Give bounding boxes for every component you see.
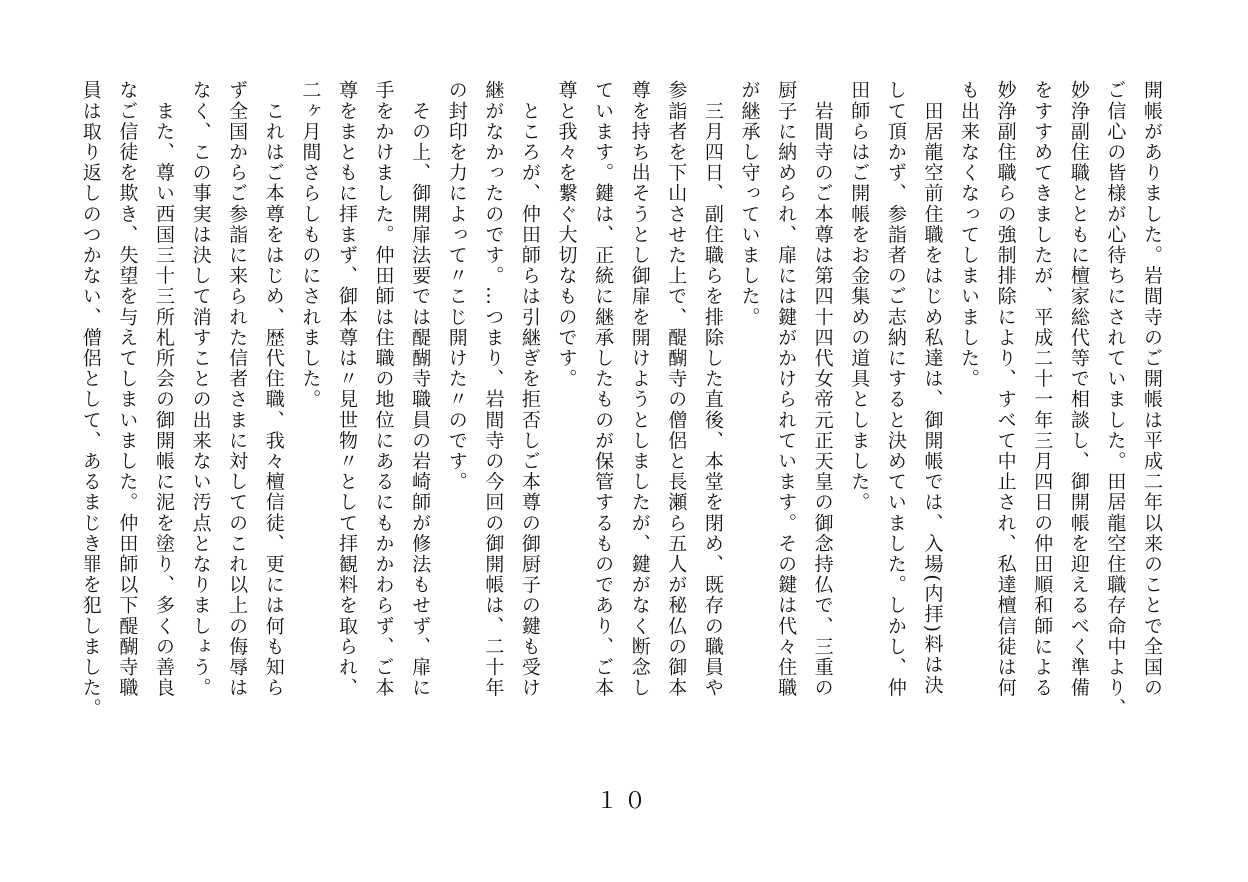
text-column: 開帳がありました。岩間寺のご開帳は平成二年以来のことで全国の bbox=[1141, 80, 1163, 698]
text-column: 尊をまともに拝まず、御本尊は〃見世物〃として拝観料を取られ、 bbox=[335, 80, 358, 698]
text-column: をすすめてきましたが、平成二十一年三月四日の仲田順和師による bbox=[1031, 80, 1054, 698]
text-column: 参詣者を下山させた上で、醍醐寺の僧侶と長瀬ら五人が秘仏の御本 bbox=[665, 80, 688, 698]
text-column: 厨子に納められ、扉には鍵がかけられています。その鍵は代々住職 bbox=[775, 80, 798, 698]
text-column: その上、御開扉法要では醍醐寺職員の岩崎師が修法もせず、扉に bbox=[409, 80, 432, 698]
text-column: ところが、仲田師らは引継ぎを拒否しご本尊の御厨子の鍵も受け bbox=[518, 80, 541, 698]
text-column: ず全国からご参詣に来られた信者さまに対してのこれ以上の侮辱は bbox=[226, 80, 249, 698]
text-column: も出来なくなってしまいました。 bbox=[958, 80, 981, 389]
text-column: また、尊い西国三十三所札所会の御開帳に泥を塗り、多くの善良 bbox=[152, 80, 175, 698]
text-column: 二ヶ月間さらしものにされました。 bbox=[299, 80, 322, 410]
text-column: 岩間寺のご本尊は第四十四代女帝元正天皇の御念持仏で、三重の bbox=[811, 80, 834, 698]
text-column: の封印を力によって〃こじ開けた〃のです。 bbox=[445, 80, 468, 492]
text-column: 継がなかったのです。…つまり、岩間寺の今回の御開帳は、二十年 bbox=[482, 80, 505, 698]
text-column: なく、この事実は決して消すことの出来ない汚点となりましょう。 bbox=[189, 80, 212, 698]
text-column: なご信徒を欺き、失望を与えてしまいました。仲田師以下醍醐寺職 bbox=[116, 80, 139, 698]
text-column: 田師らはご開帳をお金集めの道具としました。 bbox=[848, 80, 871, 513]
text-column: が継承し守っていました。 bbox=[738, 80, 761, 328]
text-column: 尊と我々を繋ぐ大切なものです。 bbox=[555, 80, 578, 389]
text-column: 妙浄副住職らの強制排除により、すべて中止され、私達檀信徒は何 bbox=[994, 80, 1017, 698]
text-column: 妙浄副住職とともに檀家総代等で相談し、御開帳を迎えるべく準備 bbox=[1067, 80, 1090, 698]
text-column: 手をかけました。仲田師は住職の地位にあるにもかかわらず、ご本 bbox=[372, 80, 395, 698]
text-column: ご信心の皆様が心待ちにされていました。田居龍空住職存命中より、 bbox=[1104, 80, 1127, 719]
page-number: １０ bbox=[595, 789, 652, 814]
text-column: ています。鍵は、正統に継承したものが保管するものであり、ご本 bbox=[592, 80, 615, 698]
text-column: 尊を持ち出そうとし御扉を開けようとしましたが、鍵がなく断念し bbox=[628, 80, 651, 698]
text-column: 員は取り返しのつかない、僧侶として、あるまじき罪を犯しました。 bbox=[80, 80, 102, 719]
vertical-text-body bbox=[80, 80, 1170, 780]
text-column: 田居龍空前住職をはじめ私達は、御開帳では、入場(内拝)料は決 bbox=[921, 80, 944, 696]
text-column: 三月四日、副住職らを排除した直後、本堂を閉め、既存の職員や bbox=[701, 80, 724, 698]
text-column: して頂かず、参詣者のご志納にすると決めていました。しかし、仲 bbox=[884, 80, 907, 698]
text-column: これはご本尊をはじめ、歴代住職、我々檀信徒、更には何も知ら bbox=[262, 80, 285, 698]
